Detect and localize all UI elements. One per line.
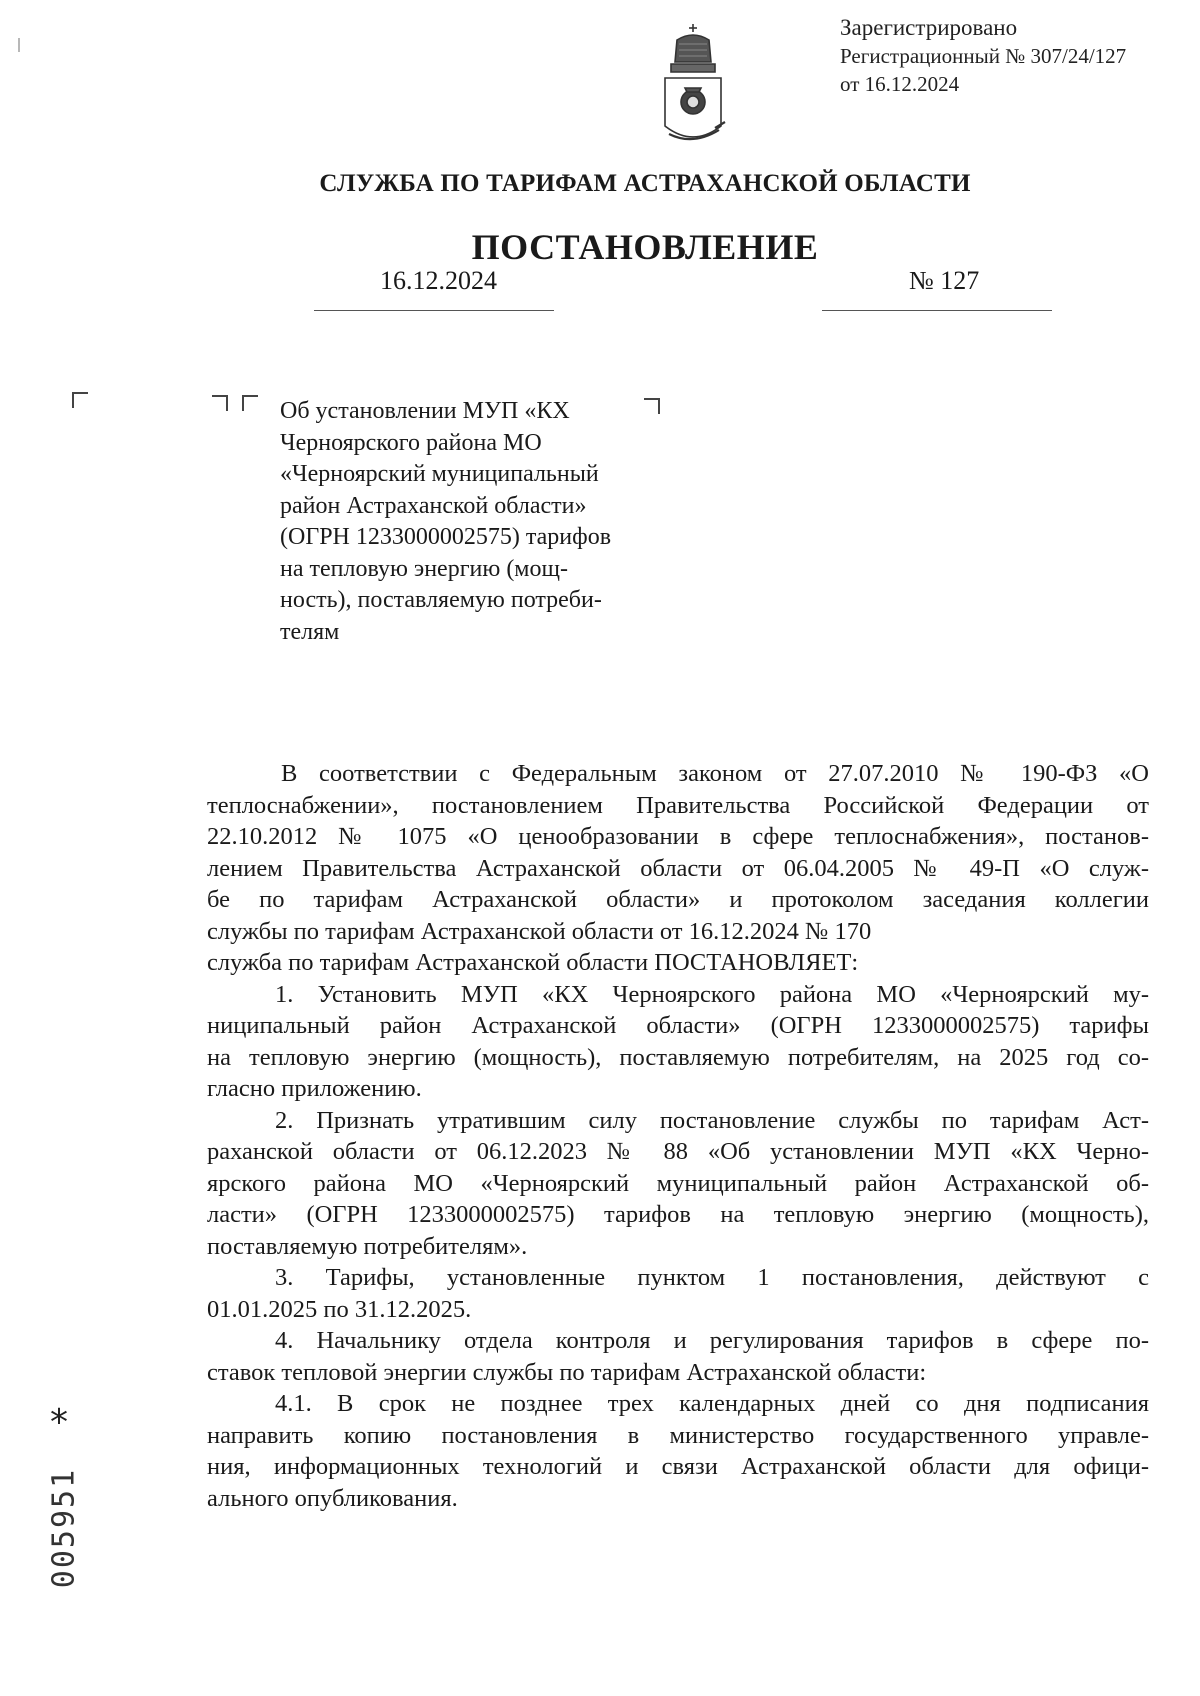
subject-line: (ОГРН 1233000002575) тарифов <box>280 524 612 550</box>
text-line: на тепловую энергию (мощность), поставляемую потребителям, на 2025 год со- <box>207 1043 1149 1071</box>
date-underline <box>314 310 554 311</box>
text-line: 1. Установить МУП «КХ Черноярского района МО «Черноярский му- <box>275 980 1149 1008</box>
text-line: ярского района МО «Черноярский муниципальный район Астраханской об- <box>207 1169 1149 1197</box>
text-line: бе по тарифам Астраханской области» и протоколом заседания коллегии <box>207 886 1149 913</box>
subject-line: район Астраханской области» <box>280 492 587 519</box>
text-line: 2. Признать утратившим силу постановление службы по тарифам Аст- <box>275 1106 1149 1134</box>
document-subject <box>280 396 680 648</box>
text-line: 4. Начальнику отдела контроля и регулирования тарифов в сфере по- <box>275 1327 1149 1354</box>
resolves-line: служба по тарифам Астраханской области ПОСТАНОВЛЯЕТ: <box>207 949 859 976</box>
subject-line: ность), поставляемую потреби- <box>280 587 602 613</box>
text-line: раханской области от 06.12.2023 № 88 «Об установлении МУП «КХ Черно- <box>207 1138 1149 1165</box>
text-line: 22.10.2012 № 1075 «О ценообразовании в сфере теплоснабжения», постанов- <box>207 823 1149 850</box>
clause-1 <box>207 979 1149 1105</box>
preamble-paragraph <box>207 758 1149 947</box>
registration-date: от 16.12.2024 <box>840 72 960 96</box>
registration-stamp <box>840 14 1126 98</box>
subject-line: Черноярского района МО <box>280 429 542 456</box>
text-line: службы по тарифам Астраханской области от 16.12.2024 № 170 <box>207 917 872 945</box>
scan-artifact <box>18 38 20 52</box>
clause-4-1 <box>207 1388 1149 1514</box>
subject-line: на тепловую энергию (мощ- <box>280 555 568 582</box>
corner-mark <box>72 392 88 408</box>
subject-line: телям <box>280 618 340 645</box>
document-date: 16.12.2024 <box>380 266 497 295</box>
text-line: 3. Тарифы, установленные пунктом 1 постановления, действуют с <box>275 1264 1149 1291</box>
text-line: ния, информационных технологий и связи Астраханской области для офици- <box>207 1453 1149 1480</box>
text-line: поставляемую потребителям». <box>207 1232 528 1260</box>
subject-line: «Черноярский муниципальный <box>280 461 599 487</box>
document-number: № 127 <box>909 266 980 295</box>
registration-status: Зарегистрировано <box>840 15 1018 40</box>
text-line: В соответствии с Федеральным законом от 27.07.2010 № 190-ФЗ «О <box>281 760 1149 787</box>
text-line: направить копию постановления в министерство государственного управле- <box>207 1421 1149 1449</box>
document-type: ПОСТАНОВЛЕНИЕ <box>471 227 819 267</box>
text-line: ниципальный район Астраханской области» (ОГРН 1233000002575) тарифы <box>207 1012 1149 1039</box>
registration-number: Регистрационный № 307/24/127 <box>840 44 1127 68</box>
text-line: гласно приложению. <box>207 1075 422 1102</box>
text-line: лением Правительства Астраханской области от 06.04.2005 № 49-П «О служ- <box>207 854 1149 882</box>
clause-2 <box>207 1105 1149 1263</box>
clause-3 <box>207 1262 1149 1325</box>
text-line: ального опубликования. <box>207 1484 458 1512</box>
text-line: ласти» (ОГРН 1233000002575) тарифов на тепловую энергию (мощность), <box>207 1201 1149 1228</box>
coat-of-arms-emblem <box>655 22 731 154</box>
serial-code-text: 005951 <box>46 1467 82 1589</box>
text-line: теплоснабжении», постановлением Правительства Российской Федерации от <box>207 791 1149 819</box>
number-underline <box>822 310 1052 311</box>
corner-mark <box>242 395 258 411</box>
document-body <box>207 758 1149 1514</box>
clause-4 <box>207 1325 1149 1388</box>
text-line: 4.1. В срок не позднее трех календарных дней со дня подписания <box>275 1390 1149 1417</box>
organization-name: СЛУЖБА ПО ТАРИФАМ АСТРАХАНСКОЙ ОБЛАСТИ <box>319 170 971 197</box>
subject-line: Об установлении МУП «КХ <box>280 398 570 424</box>
document-serial-code <box>44 1448 84 1608</box>
corner-mark <box>212 395 228 411</box>
text-line: ставок тепловой энергии службы по тарифам Астраханской области: <box>207 1358 927 1386</box>
text-line: 01.01.2025 по 31.12.2025. <box>207 1295 472 1323</box>
margin-asterisk: * <box>50 1402 68 1443</box>
